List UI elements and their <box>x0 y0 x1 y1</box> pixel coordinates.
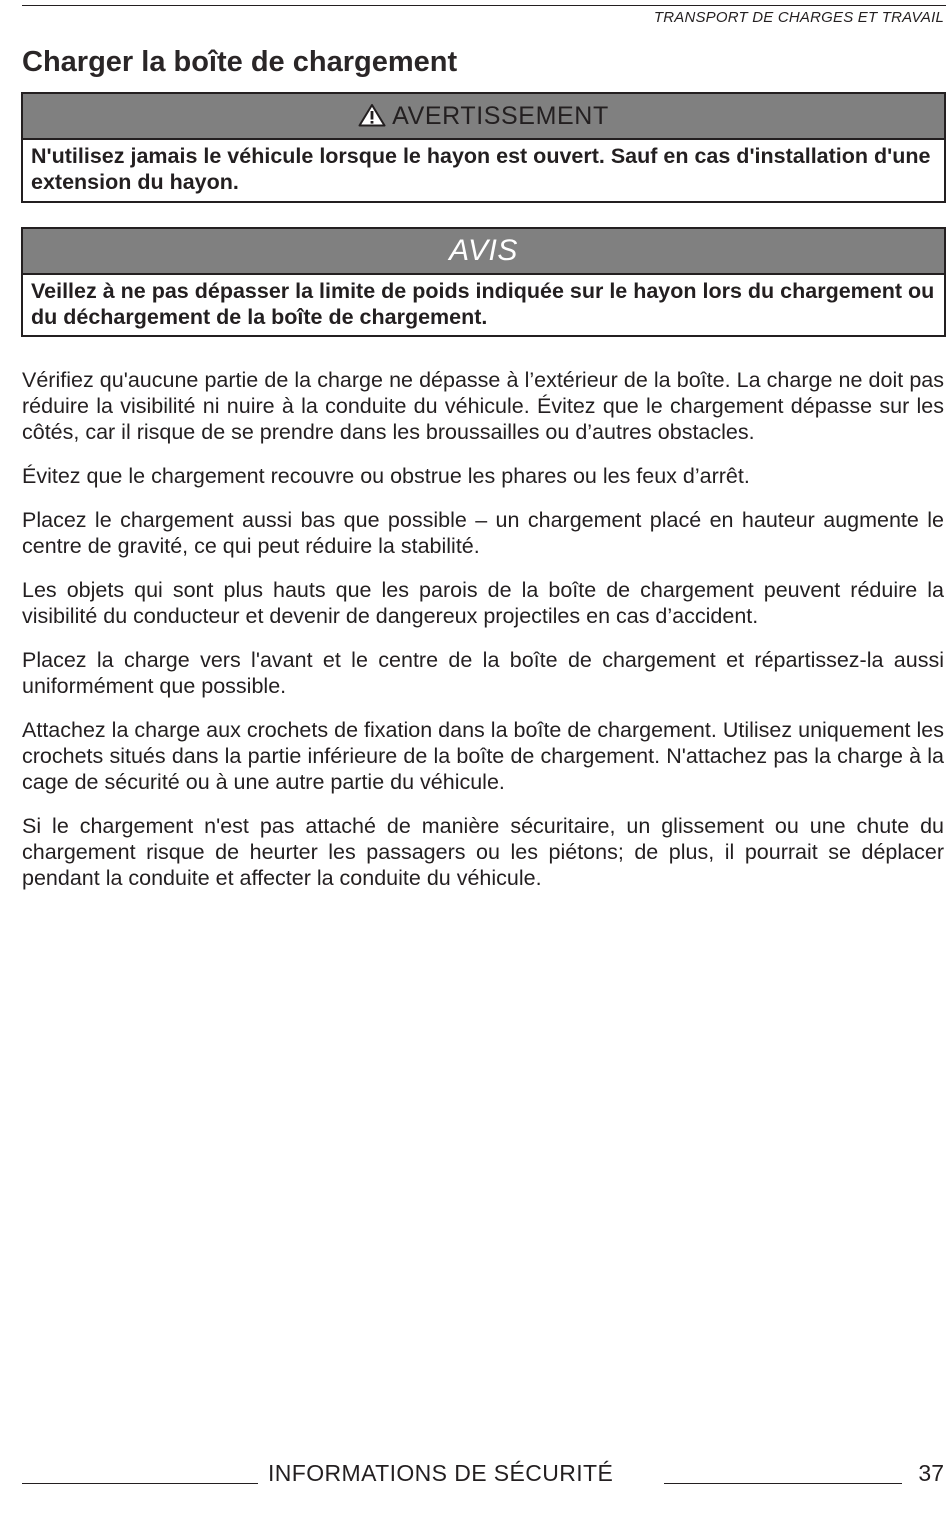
warning-label: AVERTISSEMENT <box>392 101 609 130</box>
footer-section-title: INFORMATIONS DE SÉCURITÉ <box>268 1460 614 1486</box>
warning-text: N'utilisez jamais le véhicule lorsque le hayon est ouvert. Sauf en cas d'installation d'une extension du hayon. <box>31 144 931 194</box>
paragraph: Attachez la charge aux crochets de fixation dans la boîte de chargement. Utilisez uniquement les crochets situés dans la partie inférieure de la boîte de chargement. N'attachez pas la charge à la cage de sécurité ou à une autre partie du véhicule. <box>22 718 944 794</box>
avis-box <box>21 227 946 337</box>
paragraph: Si le chargement n'est pas attaché de manière sécuritaire, un glissement ou une chute du chargement risque de heurter les passagers ou les piétons; de plus, il pourrait se déplacer pendant la conduite et affecter la conduite du véhicule. <box>22 814 944 890</box>
paragraph: Évitez que le chargement recouvre ou obstrue les phares ou les feux d’arrêt. <box>22 464 750 488</box>
paragraph: Placez le chargement aussi bas que possible – un chargement placé en hauteur augmente le centre de gravité, ce qui peut réduire la stabilité. <box>22 508 944 558</box>
paragraph: Placez la charge vers l'avant et le centre de la boîte de chargement et répartissez-la aussi uniformément que possible. <box>22 648 944 698</box>
avis-header <box>23 229 944 275</box>
footer-rule-left <box>22 1483 258 1484</box>
paragraph: Les objets qui sont plus hauts que les parois de la boîte de chargement peuvent réduire la visibilité du conducteur et devenir de dangereux projectiles en cas d’accident. <box>22 578 944 628</box>
footer-rule-right <box>664 1483 902 1484</box>
avis-label: AVIS <box>449 234 518 267</box>
warning-header <box>23 94 944 140</box>
warning-triangle-icon <box>358 103 386 127</box>
header-rule <box>22 5 946 6</box>
page-number: 37 <box>918 1460 944 1486</box>
body-content <box>22 367 944 909</box>
running-header: TRANSPORT DE CHARGES ET TRAVAIL <box>653 9 944 26</box>
avis-text: Veillez à ne pas dépasser la limite de poids indiquée sur le hayon lors du chargement ou du déchargement de la boîte de chargement. <box>31 279 935 329</box>
page-title: Charger la boîte de chargement <box>22 46 458 78</box>
warning-box <box>21 92 946 203</box>
paragraph: Vérifiez qu'aucune partie de la charge ne dépasse à l’extérieur de la boîte. La charge ne doit pas réduire la visibilité ni nuire à la conduite du véhicule. Évitez que le chargement dépasse sur les côtés, car il risque de se prendre dans les broussailles ou d’autres obstacles. <box>22 368 944 444</box>
